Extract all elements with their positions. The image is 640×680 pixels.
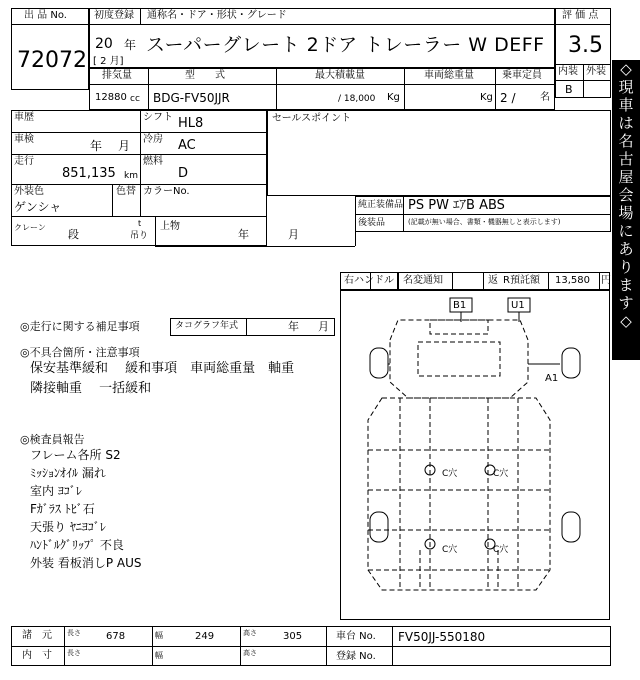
inspector-line-2: ﾐｯｼｮﾝｵｲﾙ 漏れ (30, 466, 106, 480)
history-label: 車歴 (14, 112, 34, 123)
registration-label: 登録 No. (336, 651, 376, 662)
name-change-label: 名変通知 (403, 275, 443, 286)
model-code: BDG-FV50JJR (153, 91, 230, 105)
location-banner: ◇ 現 車 は 名 古 屋 会 場 に あ り ま す ◇ (612, 60, 640, 360)
aftermarket-label: 後装品 (358, 218, 386, 228)
chassis-number: FV50JJ-550180 (398, 630, 486, 644)
max-load-label: 最大積載量 (315, 70, 365, 81)
equipment-value: PS PW ｴｱB ABS (408, 198, 505, 213)
inner-dims-label: 内 寸 (22, 650, 52, 661)
damage-mark-c-hole-2: C穴 (493, 469, 509, 479)
inspection-year: 年 (90, 139, 103, 153)
damage-mark-a1: A1 (545, 373, 559, 384)
length-label: 長さ (67, 629, 81, 637)
inspector-report-label: ◎検査員報告 (20, 433, 85, 446)
damage-mark-c-hole-4: C穴 (493, 545, 509, 555)
defects-line-2: 隣接軸重 一括緩和 (30, 381, 152, 396)
crane-ton: t (138, 219, 142, 228)
max-load-unit: Kg (387, 92, 400, 103)
name-change-box (452, 272, 484, 290)
reg-year-unit: 年 (124, 38, 137, 52)
crane-step: 段 (68, 228, 79, 241)
aftermarket-note: (記載が無い場合、書類・機器無しと表示します) (408, 218, 561, 226)
color-no-label: カラーNo. (143, 186, 190, 197)
inspector-line-1: フレーム各所 S2 (30, 448, 121, 462)
reg-month: [ 2 月] (93, 56, 124, 67)
recycle-deposit-value: 13,580 (555, 275, 590, 286)
score-value: 3.5 (568, 33, 603, 58)
inner-height-label: 高さ (243, 649, 257, 657)
upper-label: 上物 (160, 221, 180, 232)
shift-label: シフト (143, 112, 173, 123)
steering-value: 右ハンドル (344, 275, 394, 286)
reg-year: 20 (95, 36, 113, 52)
model-spec-label: 通称名・ドア・形状・グレード (147, 10, 287, 21)
inner-length-label: 長さ (67, 649, 81, 657)
damage-mark-u1: U1 (511, 300, 525, 311)
capacity-unit: 名 (540, 92, 550, 103)
displacement-value: 12880 (95, 92, 127, 103)
inspection-label: 車検 (14, 134, 34, 145)
displacement-label: 排気量 (102, 70, 132, 81)
defects-line-1: 保安基準緩和 緩和事項 車両総重量 軸重 (30, 361, 295, 376)
recycle-deposit-label: R預託額 (503, 275, 540, 286)
equipment-label: 純正装備品 (358, 200, 404, 210)
crane-label: クレーン (14, 223, 46, 232)
capacity-label: 乗車定員 (502, 70, 542, 81)
gross-weight-label: 車両総重量 (424, 70, 474, 81)
damage-mark-c-hole-1: C穴 (442, 469, 458, 479)
capacity-value: 2 / (500, 91, 516, 105)
fuel-value: D (178, 166, 189, 181)
ac-label: 冷房 (143, 134, 163, 145)
damage-mark-b1: B1 (453, 300, 467, 311)
recycle-deposit-unit: 円 (601, 275, 611, 286)
tachograph-label: タコグラフ年式 (175, 321, 239, 331)
chassis-label: 車台 No. (336, 631, 376, 642)
fuel-label: 燃料 (143, 156, 163, 167)
crane-hang: 吊り (130, 231, 149, 241)
inspector-line-4: Fｶﾞﾗｽ ﾄﾋﾞ石 (30, 502, 95, 516)
steering-box (340, 272, 398, 290)
ext-color-value: ゲンシャ (14, 200, 62, 214)
shift-value: HL8 (178, 116, 204, 131)
interior-label: 内装 (558, 66, 578, 77)
interior-grade: B (565, 83, 573, 96)
height-label: 高さ (243, 629, 257, 637)
mileage-label: 走行 (14, 156, 34, 167)
sales-point-label: セールスポイント (272, 113, 352, 124)
mileage-value: 851,135 (62, 166, 116, 181)
exterior-label: 外装 (586, 66, 606, 77)
width-label: 幅 (155, 631, 163, 640)
truck-diagram (340, 290, 610, 620)
lot-no-label: 出 品 No. (24, 10, 67, 21)
dispatch-mark: 返 (488, 275, 498, 286)
dims-label: 諸 元 (22, 630, 52, 641)
driving-notes-label: ◎走行に関する補足事項 (20, 320, 140, 333)
gross-weight-unit: Kg (480, 92, 493, 103)
max-load-value: / 18,000 (338, 94, 376, 104)
height-value: 305 (283, 631, 303, 642)
score-label: 評 価 点 (562, 10, 599, 21)
upper-year: 年 (238, 228, 249, 241)
ext-color-label: 外装色 (14, 186, 44, 197)
upper-month: 月 (288, 228, 299, 241)
inspector-line-6: ﾊﾝﾄﾞﾙｸﾞﾘｯﾌﾟ 不良 (30, 538, 124, 552)
color-change-label: 色替 (116, 186, 136, 197)
vehicle-title: スーパーグレート 2ドア トレーラー W DEFF (146, 34, 545, 56)
tachograph-year: 年 (288, 320, 299, 333)
tachograph-month: 月 (318, 320, 329, 333)
lot-number: 72072 (17, 48, 87, 73)
mileage-unit: km (124, 171, 138, 181)
damage-mark-c-hole-3: C穴 (442, 545, 458, 555)
inspector-line-7: 外装 看板消しP AUS (30, 556, 142, 570)
width-value: 249 (195, 631, 215, 642)
defects-label: ◎不具合箇所・注意事項 (20, 346, 140, 359)
inspector-line-5: 天張り ﾔﾆﾖｺﾞﾚ (30, 520, 106, 534)
inspection-month: 月 (118, 139, 131, 153)
displacement-unit: cc (130, 94, 140, 104)
inner-width-label: 幅 (155, 651, 163, 660)
model-code-label: 型 式 (185, 70, 225, 81)
first-registration-label: 初度登録 (94, 10, 134, 21)
length-value: 678 (106, 631, 126, 642)
inspector-line-3: 室内 ﾖｺﾞﾚ (30, 484, 82, 498)
ac-value: AC (178, 138, 196, 153)
